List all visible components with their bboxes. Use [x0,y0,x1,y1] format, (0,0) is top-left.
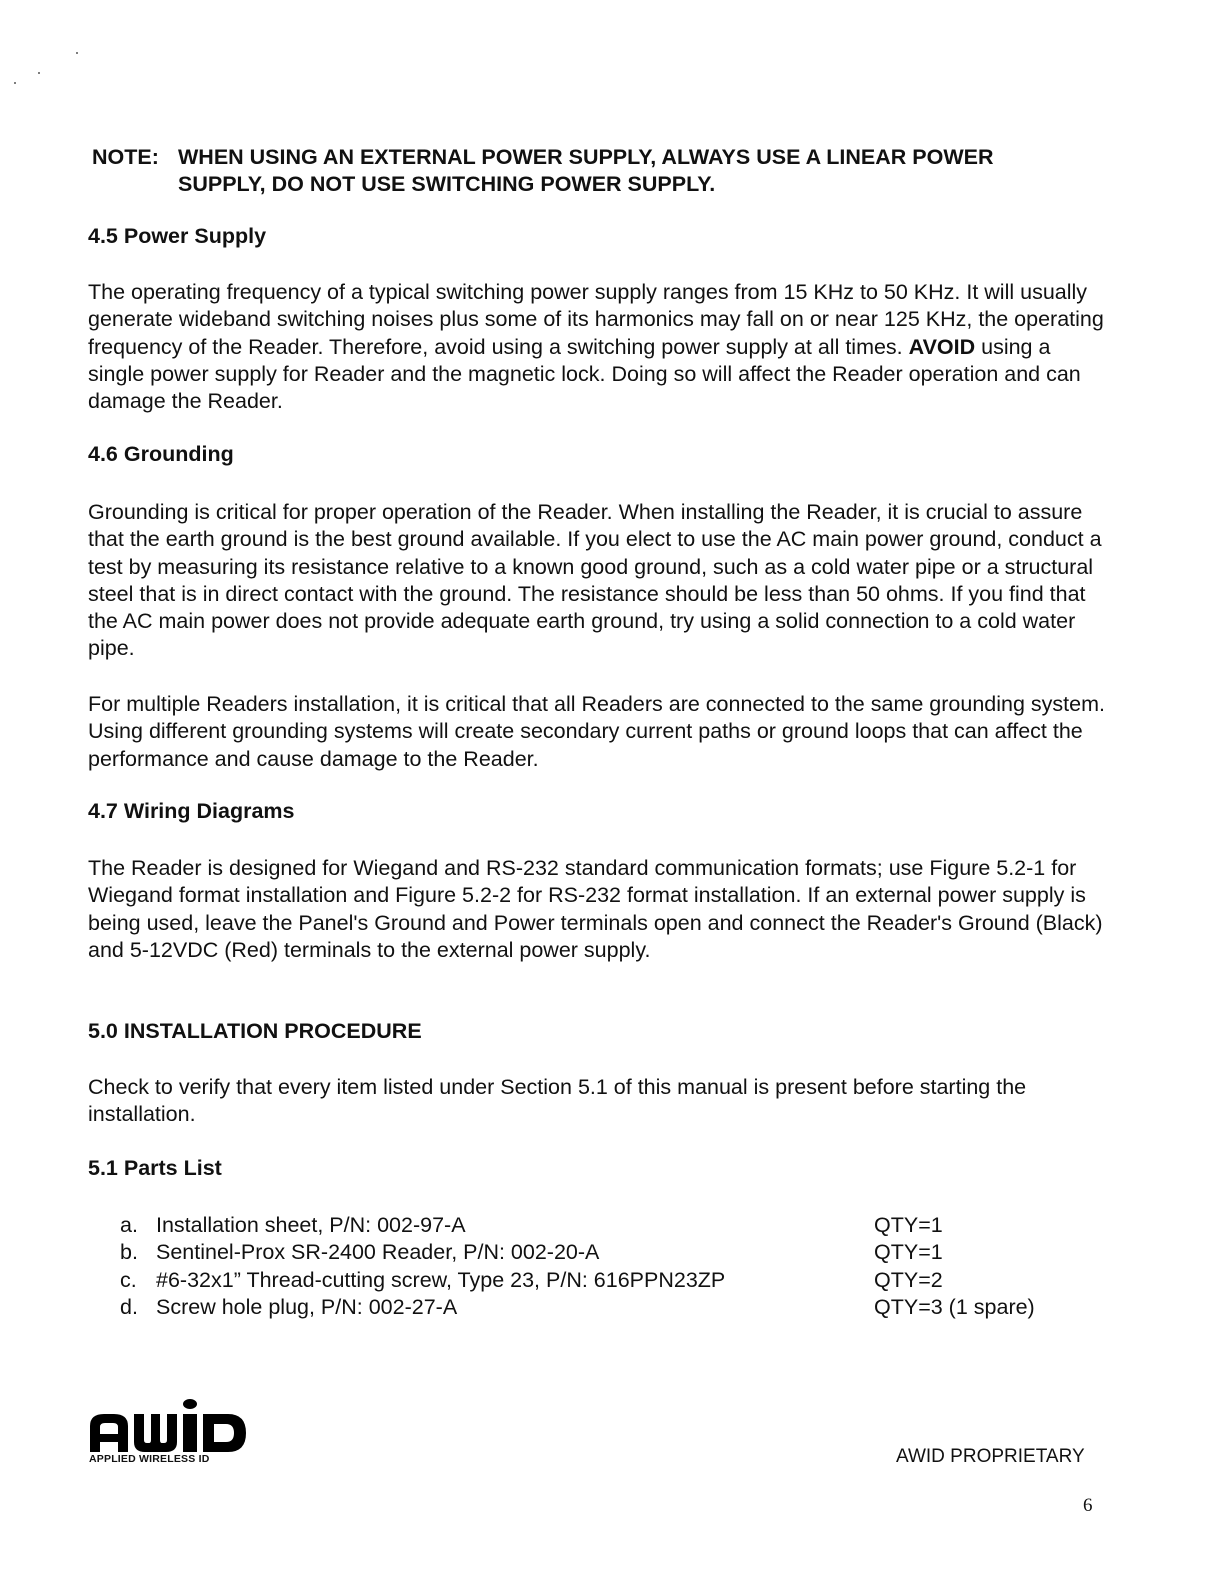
power-supply-text-b: using a single power supply for Reader and the magnetic lock. Doing so will affect the Reader operation and can damage the Reader. [88,334,1081,414]
list-item [120,1239,1080,1266]
note-label: NOTE: [92,145,159,169]
scan-speck [76,52,78,54]
heading-grounding: 4.6 Grounding [88,442,234,466]
scan-speck [14,82,16,84]
part-letter: d. [120,1294,138,1319]
heading-installation-procedure: 5.0 INSTALLATION PROCEDURE [88,1019,422,1043]
paragraph-installation: Check to verify that every item listed under Section 5.1 of this manual is present before starting the installation. [88,1075,1027,1127]
part-letter: b. [120,1240,138,1265]
list-item [120,1267,1080,1294]
page-number: 6 [1083,1495,1093,1516]
paragraph-wiring: The Reader is designed for Wiegand and RS-232 standard communication formats; use Figure 5.2-1 for Wiegand format installation and Figure 5.2-2 for RS-232 format installation. If an external power supply is being used, leave the Panel's Ground and Power terminals open and connect the Reader's Ground (Black) and 5-12VDC (Red) terminals to the external power supply. [88,856,1103,962]
part-description: Installation sheet, P/N: 002-97-A [156,1213,466,1237]
footer-proprietary: AWID PROPRIETARY [896,1446,1085,1467]
part-letter: c. [120,1267,137,1292]
list-item [120,1294,1080,1321]
part-quantity: QTY=2 [874,1267,943,1292]
scan-speck [38,72,40,74]
list-item [120,1212,1080,1239]
part-description: #6-32x1” Thread-cutting screw, Type 23, P/N: 616PPN23ZP [156,1267,726,1292]
part-quantity: QTY=3 (1 spare) [874,1294,1035,1319]
heading-power-supply: 4.5 Power Supply [88,224,267,248]
heading-wiring-diagrams: 4.7 Wiring Diagrams [88,799,295,823]
paragraph-grounding-2: For multiple Readers installation, it is critical that all Readers are connected to the same grounding system. Using different grounding systems will create secondary current paths or ground loops that can affect the performance and cause damage to the Reader. [88,692,1105,771]
part-description: Sentinel-Prox SR-2400 Reader, P/N: 002-20-A [156,1240,600,1265]
avoid-emphasis: AVOID [908,334,976,359]
note-line-1: WHEN USING AN EXTERNAL POWER SUPPLY, ALWAYS USE A LINEAR POWER [178,145,994,169]
note-line-2: SUPPLY, DO NOT USE SWITCHING POWER SUPPLY. [178,172,716,196]
paragraph-power-supply [88,279,1108,415]
paragraph-grounding-1: Grounding is critical for proper operation of the Reader. When installing the Reader, it is crucial to assure that the earth ground is the best ground available. If you elect to use the AC main power ground, conduct a test by measuring its resistance relative to a known good ground, such as a cold water pipe or a structural steel that is in direct contact with the ground. The resistance should be less than 50 ohms. If you find that the AC main power does not provide adequate earth ground, try using a solid connection to a cold water pipe. [88,500,1102,661]
part-description: Screw hole plug, P/N: 002-27-A [156,1294,458,1319]
logo-subtitle: APPLIED WIRELESS ID [89,1453,210,1465]
power-supply-text-a: The operating frequency of a typical switching power supply ranges from 15 KHz to 50 KHz. It will usually generate wideband switching noises plus some of its harmonics may fall on or near 125 KHz, the operating frequency of the Reader. Therefore, avoid using a switching power supply at all times. [88,280,1104,359]
power-supply-note [92,144,1132,198]
parts-list [120,1212,1080,1321]
part-quantity: QTY=1 [874,1240,943,1265]
part-letter: a. [120,1213,138,1237]
part-quantity: QTY=1 [874,1213,943,1237]
heading-parts-list: 5.1 Parts List [88,1156,222,1180]
